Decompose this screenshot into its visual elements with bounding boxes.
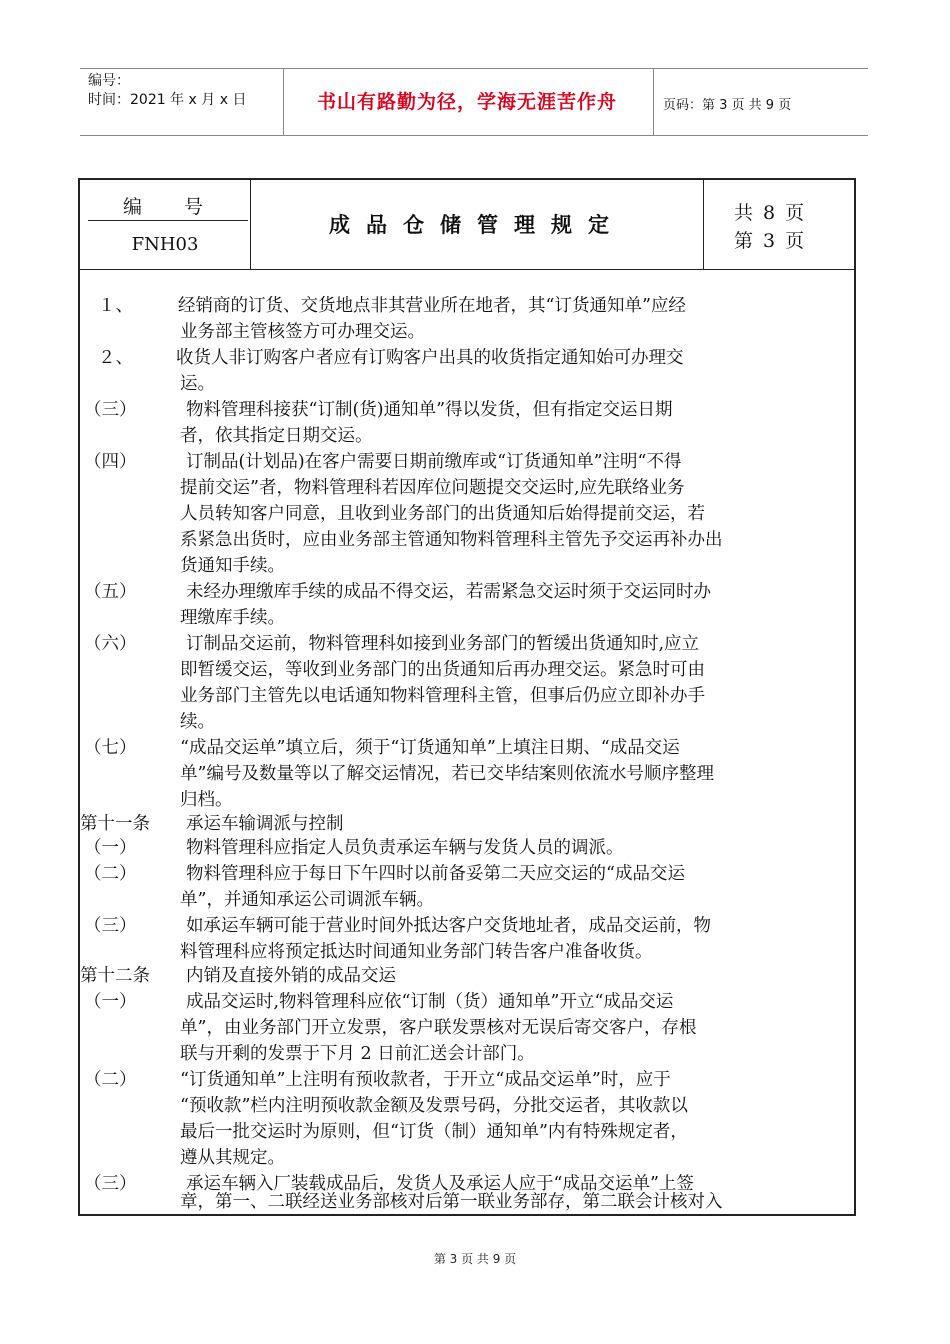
text-line: 遵从其规定。 — [180, 1148, 285, 1168]
item-marker: ２、 — [98, 348, 133, 368]
item-marker: （三） — [84, 1174, 137, 1194]
text-line: 单”编号及数量等以了解交运情况，若已交毕结案则依流水号顺序整理 — [180, 764, 714, 784]
item-marker: （一） — [84, 838, 137, 858]
article-marker: 第十二条 — [80, 966, 150, 986]
text-line: 业务部门主管先以电话通知物料管理科主管，但事后仍应立即补办手 — [180, 686, 705, 706]
text-line: 物料管理科应指定人员负责承运车辆与发货人员的调派。 — [186, 838, 624, 858]
text-line: 订制品交运前，物料管理科如接到业务部门的暂缓出货通知时,应立 — [186, 634, 700, 654]
text-line: 物料管理科应于每日下午四时以前备妥第二天应交运的“成品交运 — [186, 864, 685, 884]
text-line: 单”，并通知承运公司调派车辆。 — [180, 890, 434, 910]
item-marker: （三） — [84, 916, 137, 936]
header-motto: 书山有路勤为径，学海无涯苦作舟 — [316, 91, 617, 113]
item-marker: （三） — [84, 400, 137, 420]
total-pages: 共 8 页 — [734, 202, 807, 224]
text-line: 系紧急出货时，应由业务部主管通知物料管理科主管先予交运再补办出 — [180, 530, 723, 550]
code-divider — [88, 220, 248, 221]
text-line: 最后一批交运时为原则，但“订货（制）通知单”内有特殊规定者， — [180, 1122, 688, 1142]
article-title: 内销及直接外销的成品交运 — [186, 966, 396, 986]
form-title: 成品仓储管理规定 — [329, 213, 625, 237]
text-line: 即暂缓交运，等收到业务部门的出货通知后再办理交运。紧急时可由 — [180, 660, 705, 680]
text-line: 未经办理缴库手续的成品不得交运，若需紧急交运时须于交运同时办 — [186, 582, 711, 602]
item-marker: （二） — [84, 864, 137, 884]
text-line: 单”，由业务部门开立发票，客户联发票核对无误后寄交客户，存根 — [180, 1018, 697, 1038]
code-label: 编号： — [88, 73, 130, 89]
header-meta — [88, 72, 246, 110]
item-marker: （六） — [84, 634, 137, 654]
article-title: 承运车输调派与控制 — [186, 814, 344, 834]
form-header-row — [80, 180, 854, 270]
text-line: 运。 — [180, 374, 215, 394]
time-label: 时间：2021 年 x 月 x 日 — [88, 92, 247, 108]
item-marker: （四） — [84, 452, 137, 472]
current-page: 第 3 页 — [734, 230, 807, 252]
item-marker: （五） — [84, 582, 137, 602]
page-footer: 第 3 页 共 9 页 — [433, 1252, 517, 1266]
header-divider — [653, 68, 654, 135]
code-cell — [80, 180, 251, 269]
text-line: 收货人非订购客户者应有订购客户出具的收货指定通知始可办理交 — [176, 348, 684, 368]
text-line: 承运车辆入厂装载成品后，发货人及承运人应于“成品交运单”上签 — [186, 1174, 694, 1194]
item-marker: （一） — [84, 992, 137, 1012]
article-marker: 第十一条 — [80, 814, 150, 834]
text-line: 章，第一、二联经送业务部核对后第一联业务部存，第二联会计核对入 — [180, 1192, 723, 1212]
text-line: 联与开剩的发票于下月 2 日前汇送会计部门。 — [180, 1044, 535, 1064]
text-line: 人员转知客户同意，且收到业务部门的出货通知后始得提前交运，若 — [180, 504, 705, 524]
code-value: FNH03 — [131, 234, 199, 255]
item-marker: （二） — [84, 1070, 137, 1090]
page-count-cell — [704, 180, 854, 269]
text-line: 物料管理科接获“订制(货)通知单”得以发货，但有指定交运日期 — [186, 400, 673, 420]
text-line: “预收款”栏内注明预收款金额及发票号码，分批交运者，其收款以 — [180, 1096, 688, 1116]
text-line: 续。 — [180, 712, 215, 732]
item-marker: １、 — [98, 296, 133, 316]
text-line: 如承运车辆可能于营业时间外抵达客户交货地址者，成品交运前，物 — [186, 916, 711, 936]
header-page-info: 页码：第 3 页 共 9 页 — [663, 98, 792, 113]
text-line: 料管理科应将预定抵达时间通知业务部门转告客户准备收货。 — [180, 942, 653, 962]
text-line: 者，依其指定日期交运。 — [180, 426, 373, 446]
text-line: “成品交运单”填立后，须于“订货通知单”上填注日期、“成品交运 — [180, 738, 680, 758]
text-line: 归档。 — [180, 790, 233, 810]
text-line: 提前交运”者，物料管理科若因库位问题提交交运时,应先联络业务 — [180, 478, 685, 498]
regulation-form — [78, 178, 856, 1216]
text-line: 理缴库手续。 — [180, 608, 285, 628]
text-line: 订制品(计划品)在客户需要日期前缴库或“订货通知单”注明“不得 — [186, 452, 682, 472]
item-marker: （七） — [84, 738, 137, 758]
title-cell — [251, 180, 704, 269]
text-line: 业务部主管核签方可办理交运。 — [180, 322, 425, 342]
header-top-rule — [80, 68, 868, 69]
text-line: 成品交运时,物料管理科应依“订制（货）通知单”开立“成品交运 — [186, 992, 674, 1012]
code-header: 编 号 — [122, 196, 208, 218]
text-line: 货通知手续。 — [180, 556, 285, 576]
text-line: 经销商的订货、交货地点非其营业所在地者，其“订货通知单”应经 — [178, 296, 686, 316]
header-bottom-rule — [80, 135, 868, 136]
text-line: “订货通知单”上注明有预收款者，于开立“成品交运单”时，应于 — [180, 1070, 671, 1090]
